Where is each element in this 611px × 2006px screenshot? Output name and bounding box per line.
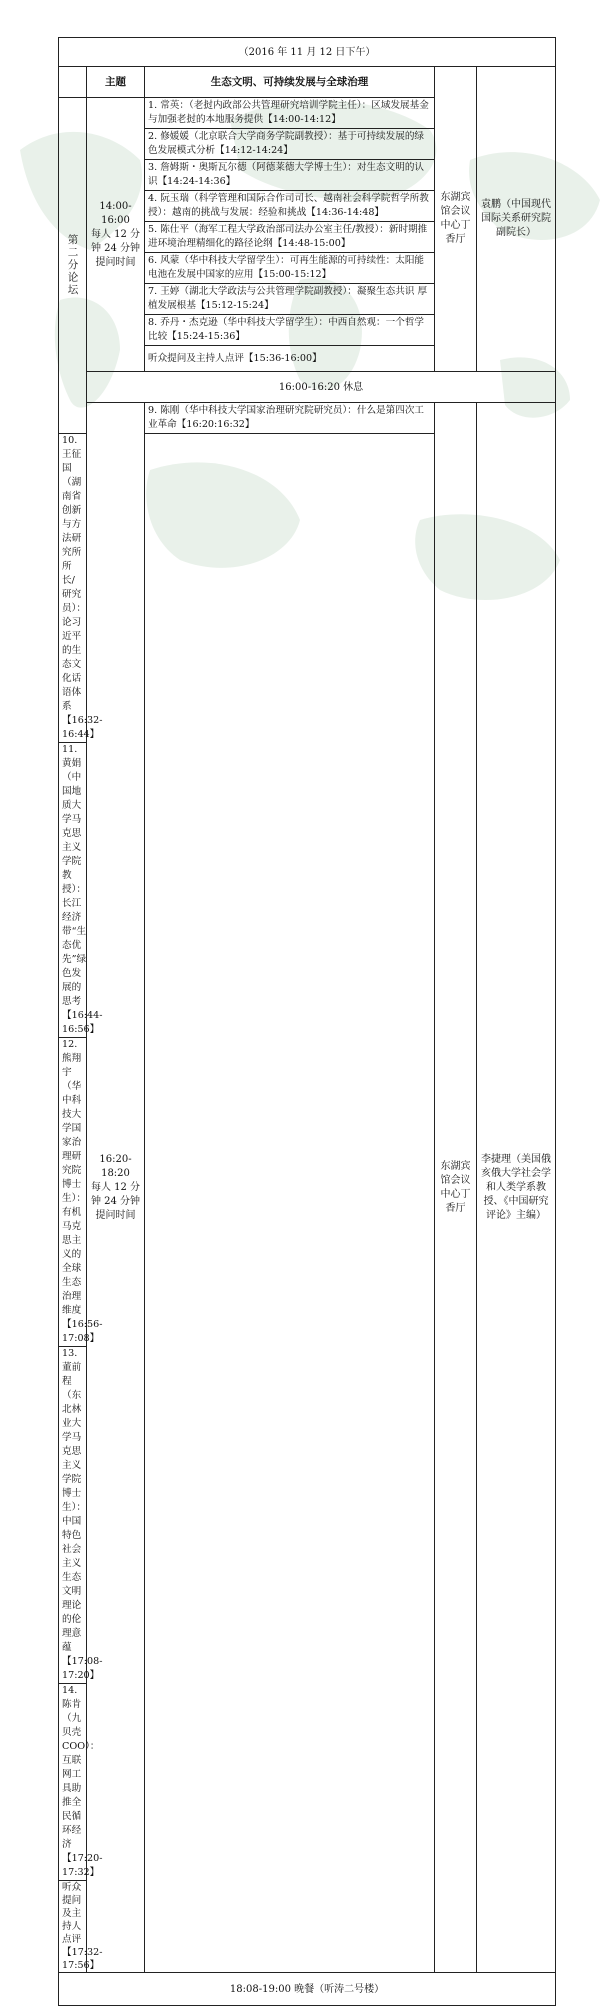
talk-item: 8. 乔丹・杰克逊（华中科技大学留学生）：中西自然观：一个哲学比较【15:24-15:36】 xyxy=(145,315,435,346)
talk-item: 4. 阮玉瑞（科学管理和国际合作司司长、越南社会科学院哲学所教授）：越南的挑战与发展：经验和挑战【14:36-14:48】 xyxy=(145,191,435,222)
session2-host: 李捷理（美国俄亥俄大学社会学和人类学系教授、《中国研究评论》主编） xyxy=(477,403,556,1973)
talk-item: 9. 陈刚（华中科技大学国家治理研究院研究员）：什么是第四次工业革命【16:20:16:32】 xyxy=(145,403,435,434)
schedule-table xyxy=(58,37,556,2006)
qa-item: 听众提问及主持人点评【15:36-16:00】 xyxy=(145,346,435,372)
session2-rule: 每人 12 分钟 24 分钟提问时间 xyxy=(90,1181,141,1221)
qa-item: 听众提问及主持人点评【17:32-17:56】 xyxy=(59,1881,87,1973)
date-line: （2016 年 11 月 12 日下午） xyxy=(59,38,556,67)
talk-item: 14. 陈肯（九贝壳 COO）：互联网工具助推全民循环经济【17:20-17:32】 xyxy=(59,1684,87,1881)
break-row: 16:00-16:20 休息 xyxy=(87,372,556,403)
session1-time: 14:00-16:00 xyxy=(99,200,132,226)
talk-item: 13. 董前程（东北林业大学马克思主义学院博士生）：中国特色社会主义生态文明理论的伦理意蕴【17:08-17:20】 xyxy=(59,1347,87,1684)
talk-item: 6. 风蒙（华中科技大学留学生）：可再生能源的可持续性：太阳能电池在发展中国家的应用【15:00-15:12】 xyxy=(145,253,435,284)
talk-item: 2. 修媛媛（北京联合大学商务学院副教授）：基于可持续发展的绿色发展模式分析【14:12-14:24】 xyxy=(145,129,435,160)
talk-item: 5. 陈仕平（海军工程大学政治部司法办公室主任/教授）：新时期推进环境治理精细化的路径论纲【14:48-15:00】 xyxy=(145,222,435,253)
session2-venue: 东湖宾馆会议中心丁香厅 xyxy=(435,403,477,1973)
session1-venue: 东湖宾馆会议中心丁香厅 xyxy=(435,67,477,372)
talk-item: 10. 王征国（湖南省创新与方法研究所所长/研究员）：论习近平的生态文化话语体系【16:32-16:44】 xyxy=(59,434,87,743)
talk-item: 7. 王婷（湖北大学政法与公共管理学院副教授）：凝聚生态共识 厚植发展根基【15:12-15:24】 xyxy=(145,284,435,315)
talk-item: 1. 常英：（老挝内政部公共管理研究培训学院主任）：区域发展基金与加强老挝的本地服务提供【14:00-14:12】 xyxy=(145,98,435,129)
session2-time-cell xyxy=(87,403,145,1973)
session2-time: 16:20-18:20 xyxy=(99,1153,132,1179)
talk-item: 3. 詹姆斯・奥斯瓦尔德（阿德莱德大学博士生）：对生态文明的认识【14:24-14:36】 xyxy=(145,160,435,191)
session1-host: 袁鹏（中国现代国际关系研究院副院长） xyxy=(477,67,556,372)
session1-rule: 每人 12 分钟 24 分钟提问时间 xyxy=(90,228,141,268)
topic-title: 生态文明、可持续发展与全球治理 xyxy=(145,67,435,98)
topic-label: 主题 xyxy=(87,67,145,98)
session1-time-cell xyxy=(87,98,145,372)
forum-label: 第二分论坛 xyxy=(59,98,87,434)
empty-corner-cell xyxy=(59,67,87,98)
dinner-row: 18:08-19:00 晚餐（听涛二号楼） xyxy=(59,1973,556,2006)
talk-item: 12. 熊翔宇（华中科技大学国家治理研究院博士生）：有机马克思主义的全球生态治理维度【16:56-17:08】 xyxy=(59,1038,87,1347)
talk-item: 11. 黄娟（中国地质大学马克思主义学院教授）：长江经济带“生态优先”绿色发展的思考【16:44-16:56】 xyxy=(59,743,87,1038)
